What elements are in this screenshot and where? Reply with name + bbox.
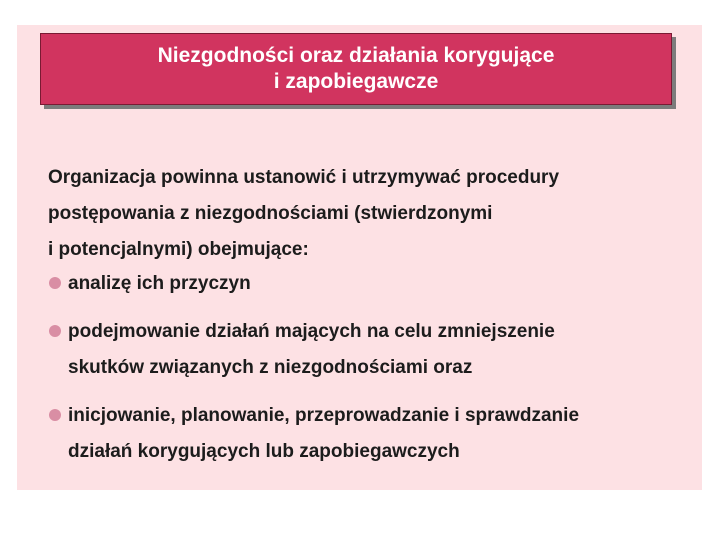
bullet-line: inicjowanie, planowanie, przeprowadzanie i sprawdzanie <box>68 405 580 426</box>
title-line-1: Niezgodności oraz działania korygujące <box>157 44 555 67</box>
slide-title <box>40 33 672 105</box>
bullet-text <box>68 398 579 470</box>
bullet-dot-icon <box>49 325 61 337</box>
bullet-line: skutków związanych z niezgodnościami oraz <box>68 357 473 378</box>
bullet-dot-icon <box>49 409 61 421</box>
intro-line-3: i potencjalnymi) obejmujące: <box>48 239 309 260</box>
bullet-dot-icon <box>49 277 61 289</box>
intro-line-2: postępowania z niezgodnościami (stwierdzonymi <box>48 203 493 224</box>
bullet-text <box>68 314 555 386</box>
intro-line-1: Organizacja powinna ustanowić i utrzymywać procedury <box>48 167 560 188</box>
title-line-2: i zapobiegawcze <box>273 70 439 93</box>
bullet-line: podejmowanie działań mających na celu zmniejszenie <box>68 321 555 342</box>
bullet-line: działań korygujących lub zapobiegawczych <box>68 441 460 462</box>
intro-paragraph <box>48 160 559 268</box>
bullet-line: analizę ich przyczyn <box>68 273 251 294</box>
bullet-text <box>68 266 251 302</box>
